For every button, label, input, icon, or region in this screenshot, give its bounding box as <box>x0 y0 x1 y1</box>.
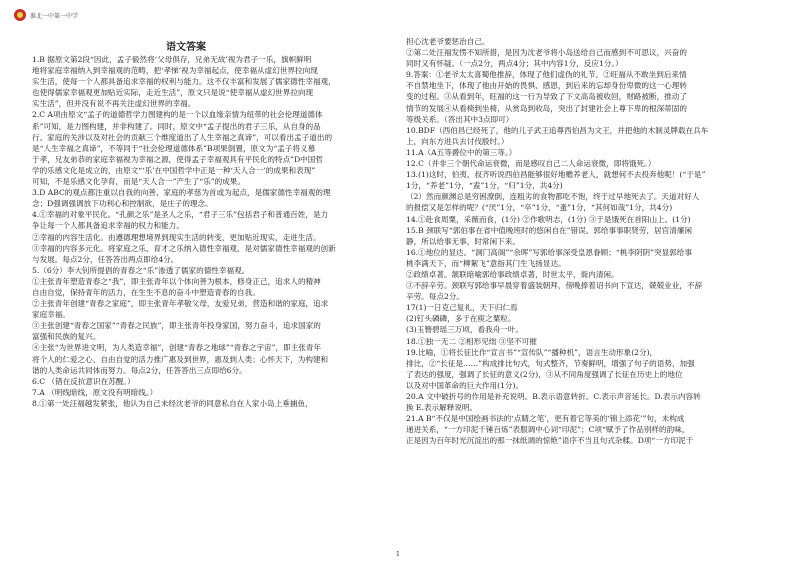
text-line: 系”可知，是力图构建，并非构建了。同时，原文中“孟子提出的君子三乐，从自身的品 <box>32 121 321 131</box>
text-line: ②政绩卓著。颔联暗喻郭给事政绩卓著，时世太平，衙内清闲。 <box>406 269 619 279</box>
text-line: 也使得儒家幸福观更加贴近实际，走近生活”，原文只是说“使幸福从虚幻世界拉向现 <box>32 88 314 98</box>
text-line: 担心沈老爷要惩治自己。 <box>406 37 490 46</box>
text-line: 2.C A项由原文“孟子的道德哲学力图建构的是一个以血缘亲情为纽带的社会伦理道德体 <box>32 110 323 120</box>
text-line: 18.①独一无二 ②相形见绌 ③坚不可摧 <box>406 336 537 346</box>
text-line: 12.C（并非三个朝代命运衰微，而是感叹自己二人命运衰微，即将饿死。） <box>406 159 656 169</box>
school-logo-icon <box>14 9 26 21</box>
text-line: 变的过程。③从看到年，旺福的这一行为导致了下文高岛被收回，财路被断，推动了 <box>406 92 687 102</box>
text-line: 排比，②“长征是……”构成排比句式，句式整齐，节奏鲜明，增强了句子的语势，加强 <box>406 358 695 368</box>
text-line: 15.B 颈联写“郭伯事在省中值晚班时的悠闲自在”错误。郭给事事职贤劳，居官清廉闲 <box>406 225 693 235</box>
text-line: 家庭幸福。 <box>32 310 70 320</box>
text-line: 21.A B“不仅是中国绘画书法的‘点睛之笔’，更有着它等美的‘锦上添花’”句，未构成 <box>406 414 685 424</box>
text-line: 20.A 文中破折号的作用是补充说明。B.表示语意转折。C.表示声音延长。D.表示内容转 <box>406 392 701 401</box>
text-line: 与发展。每点2分，任答答出两点即给4分。 <box>32 254 179 264</box>
school-name: 淮北一中第一中学 <box>30 12 79 20</box>
page-number: 1 <box>396 551 400 558</box>
text-line: 于孝，兄友弟恭的家庭幸福视为幸福之源，使得孟子幸福观具有平民化的特点”D中国哲 <box>32 154 323 164</box>
text-line: 念；D强调强调放下功利心和控制欲，是庄子的理念。 <box>32 199 213 209</box>
text-line: 将个人的仁爱之心、自由自觉的活力推广惠及到世界，惠及到人类；心怀天下，为构建和 <box>32 354 329 364</box>
text-line: 可知，不是乐感文化孕育，而是“天人合一”产生了“乐”的成果。 <box>32 177 245 187</box>
text-line: ②主张青年创建“青春之家庭”，即主张青年孝敬父母，友爱兄弟，营造和谐的家庭，追求 <box>32 299 329 309</box>
text-line: 16.①地位的显达。“洞门高阁”“余晖”写郭给事深受皇恩眷顾；“桃李阴阴”突显郭给事 <box>406 247 692 257</box>
right-column <box>406 36 764 446</box>
text-line: 等级关系。（答出其中3点即可） <box>406 114 514 124</box>
text-line: 5.（6分）李大钊所提倡的青春之“乐”渗透了儒家的德性幸福观。 <box>32 265 250 275</box>
text-line: 是“人生幸福之真谛”，不等同于“社会伦理道德体系”B项果倒置，原文为“孟子将义慕 <box>32 143 316 153</box>
text-line: 11.A（A五等爵位中的第三等。） <box>406 147 517 157</box>
text-line: 自由自觉，保持青年的活力，在生生不息的奋斗中塑造青春的自我。 <box>32 287 260 297</box>
text-line: 地将家庭幸福纳入到幸福观的范畴，把‘孝悌’视为幸福起点，使幸福从虚幻世界拉向现 <box>32 66 318 76</box>
text-line: 静，所以给事无事，时常闲下来。 <box>406 236 520 246</box>
page-title: 语文答案 <box>166 42 206 53</box>
text-line: ③幸福的内容多元化。将家庭之乐、育才之乐纳入德性幸福观，是对儒家德性幸福观的创新 <box>32 243 336 253</box>
text-line: 争让每一个人都具备追求幸福的权力和能力。 <box>32 221 184 231</box>
text-line: 4.①幸福的对象平民化。“孔颜之乐”是圣人之乐，“君子三乐”包括君子和普通百姓，是力 <box>32 210 329 220</box>
text-line: ④主张“为世界进文明，为人类造幸福”，创建“青春之地球”“青春之宇宙”，即主张青年 <box>32 343 322 353</box>
text-line: ③不辞辛劳。颈联写郭给事早晨穿着盛装朝拜，傍晚捧着诏书向下宣达，兢兢业业，不辞 <box>406 281 703 291</box>
text-line: 富强和民族的复兴。 <box>32 332 101 342</box>
text-line: 换 E.表示解释说明。 <box>406 403 478 413</box>
text-line: 实生活，使每一个人都具备追求幸福的权利与能力。这不仅丰富和发展了儒家德性幸福观， <box>32 77 336 87</box>
left-column <box>32 54 388 409</box>
text-line: （2）然而颜渊总是穷困潦倒，连粗劣的食物都吃不饱，终于过早地死去了。天道对好人 <box>406 192 700 202</box>
text-line: 10.BDF（西伯昌已经死了，他的儿子武王追尊西伯昌为文王，并把他的木制灵牌载在兵车 <box>406 125 709 135</box>
text-line: 情节的发展④从看椅到坐椅，从赏岛到收岛，突出了封建社会上尊下卑的根深蒂固的 <box>406 103 687 113</box>
text-line: 辛劳。每点2分。 <box>406 292 464 302</box>
page-header <box>14 9 78 21</box>
text-line: 了表达的强度，强调了长征的意义(2分)，③从不同角度强调了长征在历史上的地位 <box>406 369 683 379</box>
text-line: 谐的人类命运共同体而努力。每点2分，任答答出三点即给6分。 <box>32 365 247 375</box>
text-line: 3.D ABC的观点都注重以自我的向善、家庭的孝慈为首或为起点，是儒家德性幸福观的理 <box>32 188 331 198</box>
text-line: 同时又有怀疑。（一点2分，两点4分；其中内容1分，反应1分。） <box>406 59 623 69</box>
text-line: ③主张创建“青春之国家”“青春之民族”，即主张青年投身家国，努力奋斗，追求国家的 <box>32 321 321 331</box>
text-line: 14.①赴食周粟，采薇而食，(1分) ②作歌明志，(1分) ③于是饿死在首阳山上。(1分) <box>406 214 691 224</box>
text-line: 8.①第一处汪福越发紧张，他认为自己未经沈老爷的同意私自在人家小岛上垂捕鱼， <box>32 398 313 408</box>
text-line: (3)玉簪碧瑶三万顷，看我舟一叶。 <box>406 325 524 335</box>
text-line: 1.B 据原文第2段“因此，孟子毅然将‘父母俱存，兄弟无故’视为君子一乐，旗帜鲜明 <box>32 55 312 64</box>
text-line: (2)钉头磷磷，多于在庾之粟粒。 <box>406 314 516 324</box>
text-line: 桃李满天下，而“柳絮飞”意指其门生飞扬显达。 <box>406 258 566 268</box>
text-line: 9.答案：①老爷太太喜蜀他推辞，体现了他们虚伪的礼节。②旺福从不敢坐到后来情 <box>406 70 687 80</box>
text-line: 13.(1)这时，伯夷、叔齐听说西伯昌能够很好地赡养老人，就想何不去投奔他呢！(“于是” <box>406 170 706 180</box>
text-line: 递进关系，“一方印泥千锤百炼”表服调中心词“印泥”；C项“赋予了作品别样的韵味， <box>406 425 690 435</box>
text-line: 1分，“养老”1分，“盍”1分，“归”1分，共4分) <box>406 181 563 191</box>
text-line: ②幸福的内容生活化。由遵德理想境界到现实生活的转变，更加贴近现实，走进生活。 <box>32 232 321 242</box>
text-line: 实生活”，但并没有说不再关注虚幻世界的幸福。 <box>32 99 196 109</box>
text-line: ②第二处汪福发愣不知所措，是因为沈老爷将小岛送给自己而感到不可思议，兴奋的 <box>406 48 687 58</box>
text-line: 6.C （错在反抗意识在苏醒。） <box>32 376 135 386</box>
text-line: 不自禁地坐下，体现了他由开始的畏惧、感恩，到后来的忘却身份卑微的这一心理转 <box>406 81 687 91</box>
text-line: 行、家庭的关涉以及对社会的贡献三个维度道出了人生幸福之真谛”，可以看出孟子道出的 <box>32 132 333 142</box>
text-line: 7.A （明线暗线，原文没有明暗线。） <box>32 387 158 397</box>
text-line: 的报偿又是怎样的呢？(“厌”1分，“卒”1分，“蚤”1分，“其何如哉”1分，共4分) <box>406 203 673 213</box>
text-line: 19.比喻，①将长征比作“宣言书”“宣传队”“播种机”，语言生动形象(2分)， <box>406 347 658 357</box>
text-line: 正是因为百年时光沉淀出的那一抹纸调的惊艳”语序不当且句式杂糅。D项“一方印泥千 <box>406 436 694 446</box>
text-line: ①主张青年塑造青春之“我”，即主张青年以个体向善为根本，修身正己，追求人的精神 <box>32 276 321 286</box>
text-line: 学的乐感文化是成立的，由原文“‘乐’在中国哲学中正是一种‘天人合一’的成果和表现” <box>32 165 316 175</box>
text-line: 上，向东方进兵去讨伐殷纣。） <box>406 136 509 146</box>
text-line: 以及对中国革命的巨大作用(1分)。 <box>406 380 524 390</box>
text-line: 17(1)一日克己复礼，天下归仁焉 <box>406 303 518 313</box>
